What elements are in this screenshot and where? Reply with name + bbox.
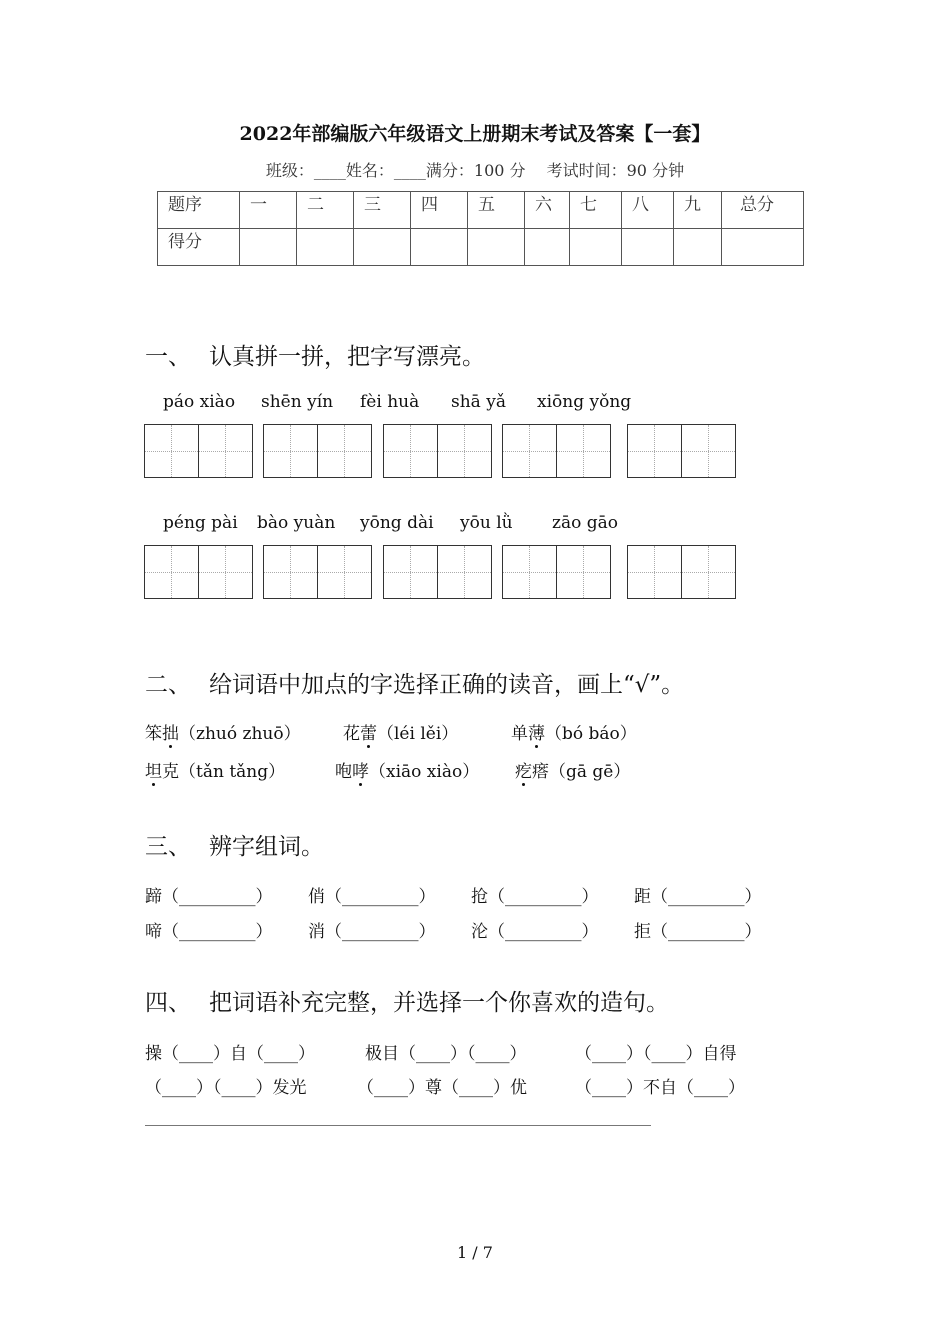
- score-table-header-row: [158, 192, 804, 229]
- question-number: 三、: [145, 834, 191, 860]
- word-blank[interactable]: 沦（_________）: [471, 922, 599, 942]
- pinyin-label: xiōng yǒng: [537, 392, 632, 412]
- score-header-cell: 题序: [158, 192, 240, 229]
- word-blank[interactable]: 消（_________）: [308, 922, 436, 942]
- writing-grid[interactable]: [263, 424, 372, 478]
- score-header-cell: 八: [622, 192, 674, 229]
- word-char: 克: [162, 762, 179, 782]
- pinyin-label: fèi huà: [360, 392, 420, 412]
- pronunciation-item[interactable]: [145, 719, 301, 744]
- dotted-char: 坦: [145, 757, 162, 782]
- dotted-char: 哮: [352, 757, 369, 782]
- question-1-heading: [145, 338, 485, 371]
- writing-grid[interactable]: [263, 545, 372, 599]
- score-table: [157, 191, 804, 266]
- question-text: 把词语补充完整，并选择一个你喜欢的造句。: [209, 990, 669, 1016]
- pinyin-label: zāo gāo: [552, 513, 618, 533]
- word-char: 单: [511, 724, 528, 744]
- score-cell[interactable]: [622, 229, 674, 266]
- pinyin-label: péng pài: [163, 513, 238, 533]
- word-blank[interactable]: 拒（_________）: [634, 922, 762, 942]
- score-header-cell: 总分: [722, 192, 804, 229]
- score-cell[interactable]: [240, 229, 297, 266]
- question-text: 辨字组词。: [209, 834, 324, 860]
- question-number: 四、: [145, 990, 191, 1016]
- word-char: 咆: [335, 762, 352, 782]
- pronunciation-item[interactable]: [515, 757, 630, 782]
- question-3-heading: [145, 828, 324, 861]
- idiom-blank[interactable]: 极目（____）（____）: [365, 1044, 527, 1064]
- pronunciation-options: （bó báo）: [545, 724, 637, 744]
- score-header-cell: 四: [411, 192, 468, 229]
- question-2-heading: [145, 666, 684, 699]
- pinyin-label: bào yuàn: [257, 513, 336, 533]
- idiom-blank[interactable]: （____）（____）自得: [575, 1044, 737, 1064]
- question-text: 认真拼一拼，把字写漂亮。: [209, 344, 485, 370]
- question-text: 给词语中加点的字选择正确的读音，画上“√”。: [209, 672, 685, 698]
- word-char: 笨: [145, 724, 162, 744]
- dotted-char: 拙: [162, 719, 179, 744]
- question-number: 二、: [145, 672, 191, 698]
- idiom-blank[interactable]: （____）不自（____）: [575, 1078, 745, 1098]
- pronunciation-item[interactable]: [343, 719, 458, 744]
- dotted-char: 蕾: [360, 719, 377, 744]
- score-header-cell: 九: [674, 192, 722, 229]
- writing-grid[interactable]: [383, 545, 492, 599]
- word-char: 花: [343, 724, 360, 744]
- word-blank[interactable]: 蹄（_________）: [145, 887, 273, 907]
- score-cell[interactable]: [411, 229, 468, 266]
- dotted-char: 薄: [528, 719, 545, 744]
- pinyin-label: yōu lǜ: [460, 513, 513, 533]
- pronunciation-item[interactable]: [511, 719, 637, 744]
- score-cell[interactable]: [722, 229, 804, 266]
- idiom-blank[interactable]: （____）（____）发光: [145, 1078, 307, 1098]
- score-cell[interactable]: [297, 229, 354, 266]
- score-cell[interactable]: [570, 229, 622, 266]
- score-row-label: 得分: [158, 229, 240, 266]
- writing-grid[interactable]: [627, 424, 736, 478]
- dotted-char: 疙: [515, 757, 532, 782]
- score-table-score-row: [158, 229, 804, 266]
- sentence-answer-line[interactable]: [145, 1125, 651, 1126]
- page-title: 2022年部编版六年级语文上册期末考试及答案【一套】: [239, 123, 711, 145]
- score-header-cell: 一: [240, 192, 297, 229]
- pronunciation-options: （tǎn tǎng）: [179, 762, 286, 782]
- pronunciation-options: （gā gē）: [549, 762, 631, 782]
- pinyin-label: yōng dài: [360, 513, 434, 533]
- score-cell[interactable]: [674, 229, 722, 266]
- word-blank[interactable]: 啼（_________）: [145, 922, 273, 942]
- score-cell[interactable]: [354, 229, 411, 266]
- word-blank[interactable]: 抢（_________）: [471, 887, 599, 907]
- exam-info-line: 班级：____姓名：____满分：100 分 考试时间：90 分钟: [265, 161, 685, 180]
- writing-grid[interactable]: [383, 424, 492, 478]
- pronunciation-item[interactable]: [335, 757, 479, 782]
- pronunciation-options: （xiāo xiào）: [369, 762, 480, 782]
- word-char: 瘩: [532, 762, 549, 782]
- writing-grid[interactable]: [144, 424, 253, 478]
- score-cell[interactable]: [525, 229, 570, 266]
- pinyin-label: shā yǎ: [451, 392, 506, 412]
- score-header-cell: 二: [297, 192, 354, 229]
- word-blank[interactable]: 距（_________）: [634, 887, 762, 907]
- pronunciation-options: （léi lěi）: [377, 724, 459, 744]
- word-blank[interactable]: 俏（_________）: [308, 887, 436, 907]
- writing-grid[interactable]: [144, 545, 253, 599]
- score-cell[interactable]: [468, 229, 525, 266]
- score-header-cell: 七: [570, 192, 622, 229]
- writing-grid[interactable]: [627, 545, 736, 599]
- pinyin-label: shēn yín: [261, 392, 334, 412]
- pronunciation-options: （zhuó zhuō）: [179, 724, 301, 744]
- score-header-cell: 五: [468, 192, 525, 229]
- idiom-blank[interactable]: 操（____）自（____）: [145, 1044, 315, 1064]
- question-4-heading: [145, 984, 669, 1017]
- pinyin-label: páo xiào: [163, 392, 236, 412]
- score-header-cell: 六: [525, 192, 570, 229]
- pronunciation-item[interactable]: [145, 757, 285, 782]
- score-header-cell: 三: [354, 192, 411, 229]
- writing-grid[interactable]: [502, 424, 611, 478]
- idiom-blank[interactable]: （____）尊（____）优: [357, 1078, 527, 1098]
- question-number: 一、: [145, 344, 191, 370]
- writing-grid[interactable]: [502, 545, 611, 599]
- page-number: 1 / 7: [457, 1243, 493, 1262]
